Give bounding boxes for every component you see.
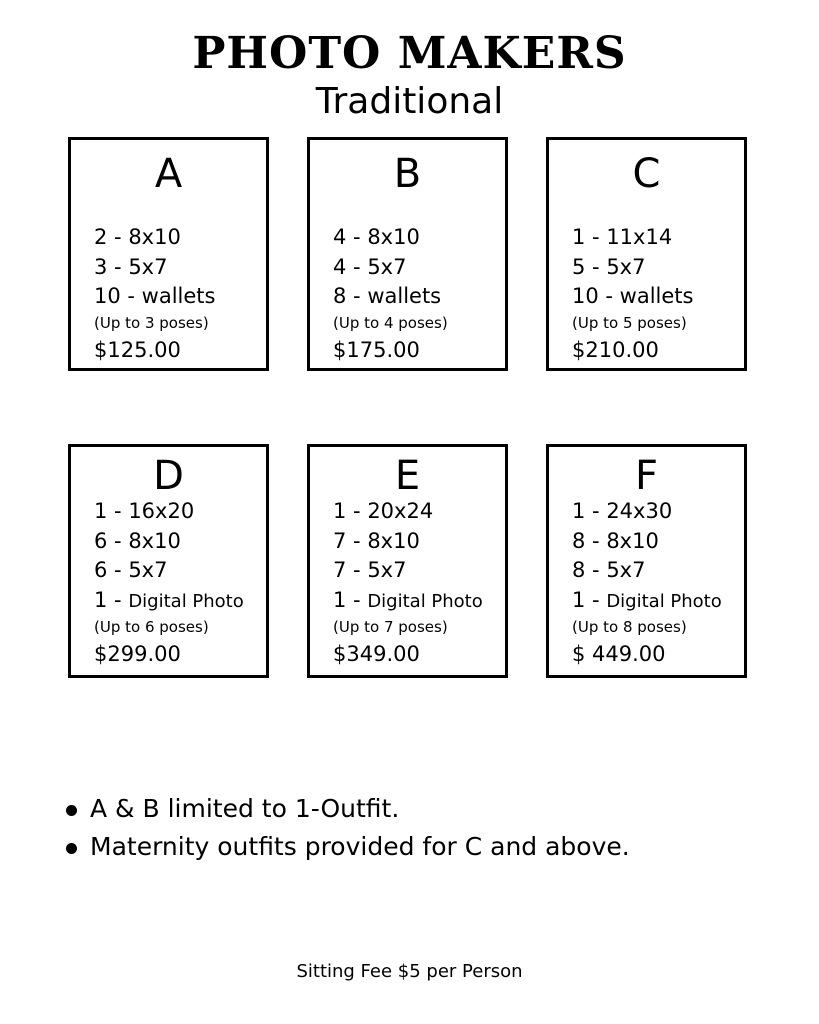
package-item: 7 - 8x10: [333, 528, 420, 553]
package-item: 4 - 5x7: [333, 254, 407, 279]
package-poses: (Up to 4 poses): [333, 313, 448, 332]
package-item: 6 - 5x7: [94, 558, 168, 582]
bullet-icon: [66, 805, 77, 816]
package-poses: (Up to 6 poses): [94, 618, 209, 636]
package-item: 4 - 8x10: [333, 225, 420, 249]
page-subtitle: Traditional: [315, 81, 504, 122]
package-letter: D: [153, 453, 184, 499]
package-item: 1 - Digital Photo: [94, 587, 244, 612]
package-item: 3 - 5x7: [94, 254, 168, 279]
package-price: $210.00: [572, 337, 659, 362]
page-title: PHOTO MAKERS: [192, 28, 627, 79]
notes-list: [66, 790, 766, 866]
package-poses: (Up to 7 poses): [333, 618, 448, 636]
package-item: 1 - Digital Photo: [333, 587, 483, 612]
package-item: 1 - Digital Photo: [572, 587, 722, 612]
package-item: 1 - 16x20: [94, 499, 195, 523]
bullet-icon: [66, 843, 77, 854]
package-letter: B: [393, 151, 422, 197]
package-poses: (Up to 8 poses): [572, 618, 687, 636]
package-price: $175.00: [333, 337, 420, 362]
package-letter: E: [394, 453, 421, 499]
package-item: 6 - 8x10: [94, 528, 181, 553]
package-item: 10 - wallets: [572, 284, 694, 308]
package-poses: (Up to 3 poses): [94, 313, 209, 332]
package-item: 10 - wallets: [94, 284, 216, 308]
package-letter: A: [154, 151, 183, 197]
package-card-f: [546, 444, 747, 678]
package-card-e: [307, 444, 508, 678]
package-card-b: [307, 137, 508, 371]
package-item: 5 - 5x7: [572, 254, 646, 279]
package-item: 8 - wallets: [333, 284, 442, 308]
package-item: 1 - 20x24: [333, 499, 434, 523]
package-letter: C: [632, 151, 661, 197]
package-letter: F: [634, 453, 658, 499]
package-price: $ 449.00: [572, 642, 666, 666]
package-price: $299.00: [94, 642, 181, 666]
package-item: 8 - 8x10: [572, 528, 659, 553]
package-card-a: [68, 137, 269, 371]
package-item: 1 - 11x14: [572, 225, 673, 249]
package-item: 7 - 5x7: [333, 558, 407, 582]
package-price: $125.00: [94, 337, 181, 362]
package-poses: (Up to 5 poses): [572, 313, 687, 332]
package-item: 2 - 8x10: [94, 225, 181, 249]
sitting-fee: Sitting Fee $5 per Person: [296, 961, 523, 982]
package-card-d: [68, 444, 269, 678]
package-price: $349.00: [333, 642, 420, 666]
package-card-c: [546, 137, 747, 371]
note-item: A & B limited to 1-Outfit.: [66, 790, 766, 828]
package-item: 8 - 5x7: [572, 558, 646, 582]
package-item: 1 - 24x30: [572, 499, 673, 523]
note-item: Maternity outfits provided for C and above.: [66, 828, 766, 866]
